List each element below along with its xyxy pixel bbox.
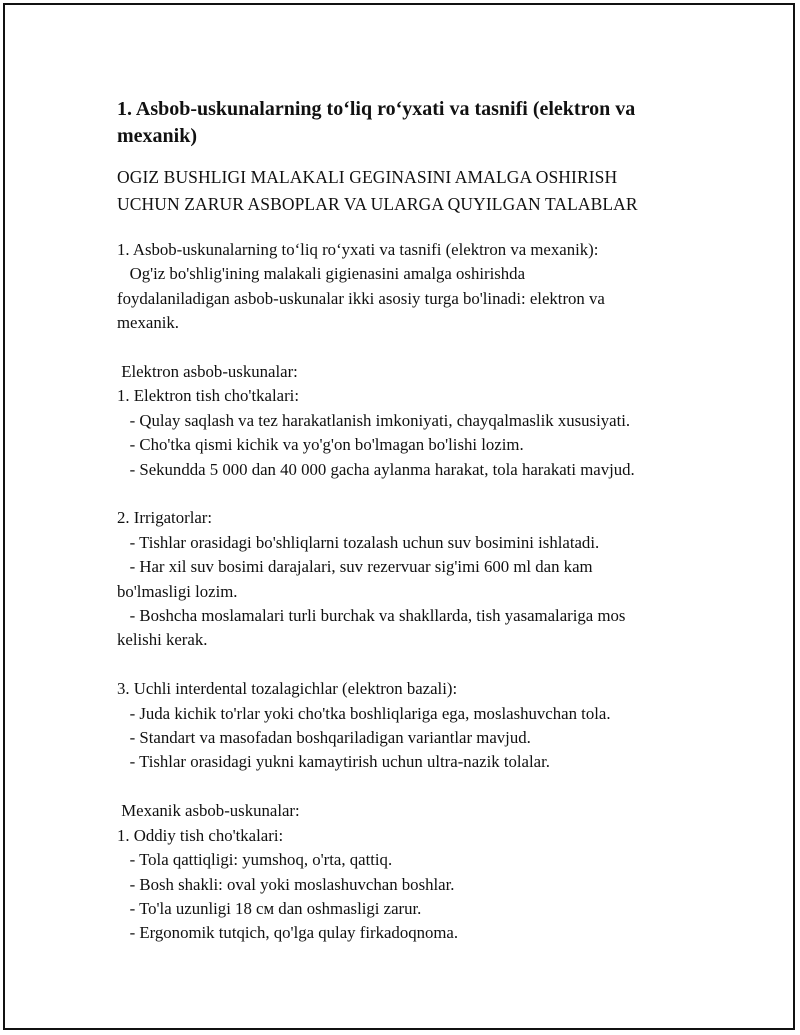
list-item-interdental-cleaners (117, 677, 717, 775)
text-line: - Standart va masofadan boshqariladigan variantlar mavjud. (117, 728, 531, 748)
text-line: mexanik. (117, 313, 179, 333)
spacer (117, 336, 717, 360)
spacer (117, 775, 717, 799)
text-line: 2. Irrigatorlar: (117, 508, 213, 528)
text-line: Og'iz bo'shlig'ining malakali gigienasini amalga oshirishda (117, 264, 526, 284)
text-line: 3. Uchli interdental tozalagichlar (elektron bazali): (117, 679, 458, 699)
list-item-manual-toothbrushes (117, 824, 717, 946)
text-line: foydalaniladigan asbob-uskunalar ikki asosiy turga bo'linadi: elektron va (117, 288, 605, 308)
spacer (117, 653, 717, 677)
text-line: - To'la uzunligi 18 см dan oshmasligi zarur. (117, 898, 422, 918)
text-line: kelishi kerak. (117, 630, 208, 650)
document-title: 1. Asbob-uskunalarning to‘liq ro‘yxati va tasnifi (elektron va mexanik) (117, 98, 636, 147)
text-line: 1. Elektron tish cho'tkalari: (117, 386, 299, 406)
text-line: - Qulay saqlash va tez harakatlanish imkoniyati, chayqalmaslik xususiyati. (117, 410, 631, 430)
list-item-irrigators (117, 506, 717, 652)
section-heading-electronic: Elektron asbob-uskunalar: (117, 362, 298, 382)
text-line: - Sekundda 5 000 dan 40 000 gacha aylanma harakat, tola harakati mavjud. (117, 459, 635, 479)
text-line: - Bosh shakli: oval yoki moslashuvchan boshlar. (117, 874, 455, 894)
subtitle-line: OGIZ BUSHLIGI MALAKALI GEGINASINI AMALGA OSHIRISH (117, 167, 618, 187)
text-line: - Tola qattiqligi: yumshoq, o'rta, qattiq. (117, 850, 393, 870)
text-line: - Har xil suv bosimi darajalari, suv rezervuar sig'imi 600 ml dan kam (117, 557, 593, 577)
list-item-electric-toothbrushes (117, 384, 717, 482)
document-body (117, 96, 717, 946)
text-line: - Ergonomik tutqich, qo'lga qulay firkadoqnoma. (117, 923, 459, 943)
text-line: - Tishlar orasidagi yukni kamaytirish uchun ultra-nazik tolalar. (117, 752, 550, 772)
text-line: - Juda kichik to'rlar yoki cho'tka boshliqlariga ega, moslashuvchan tola. (117, 703, 611, 723)
text-line: - Cho'tka qismi kichik va yo'g'on bo'lmagan bo'lishi lozim. (117, 435, 524, 455)
section-heading-mechanical: Mexanik asbob-uskunalar: (117, 801, 300, 821)
text-line: 1. Asbob-uskunalarning to‘liq ro‘yxati va tasnifi (elektron va mexanik): (117, 240, 599, 259)
text-line: bo'lmasligi lozim. (117, 581, 238, 601)
text-line: 1. Oddiy tish cho'tkalari: (117, 825, 284, 845)
document-subtitle (117, 164, 717, 218)
subtitle-line: UCHUN ZARUR ASBOPLAR VA ULARGA QUYILGAN TALABLAR (117, 194, 638, 214)
text-line: - Tishlar orasidagi bo'shliqlarni tozalash uchun suv bosimini ishlatadi. (117, 532, 600, 552)
intro-paragraph (117, 238, 717, 336)
text-line: - Boshcha moslamalari turli burchak va shakllarda, tish yasamalariga mos (117, 606, 626, 626)
spacer (117, 482, 717, 506)
